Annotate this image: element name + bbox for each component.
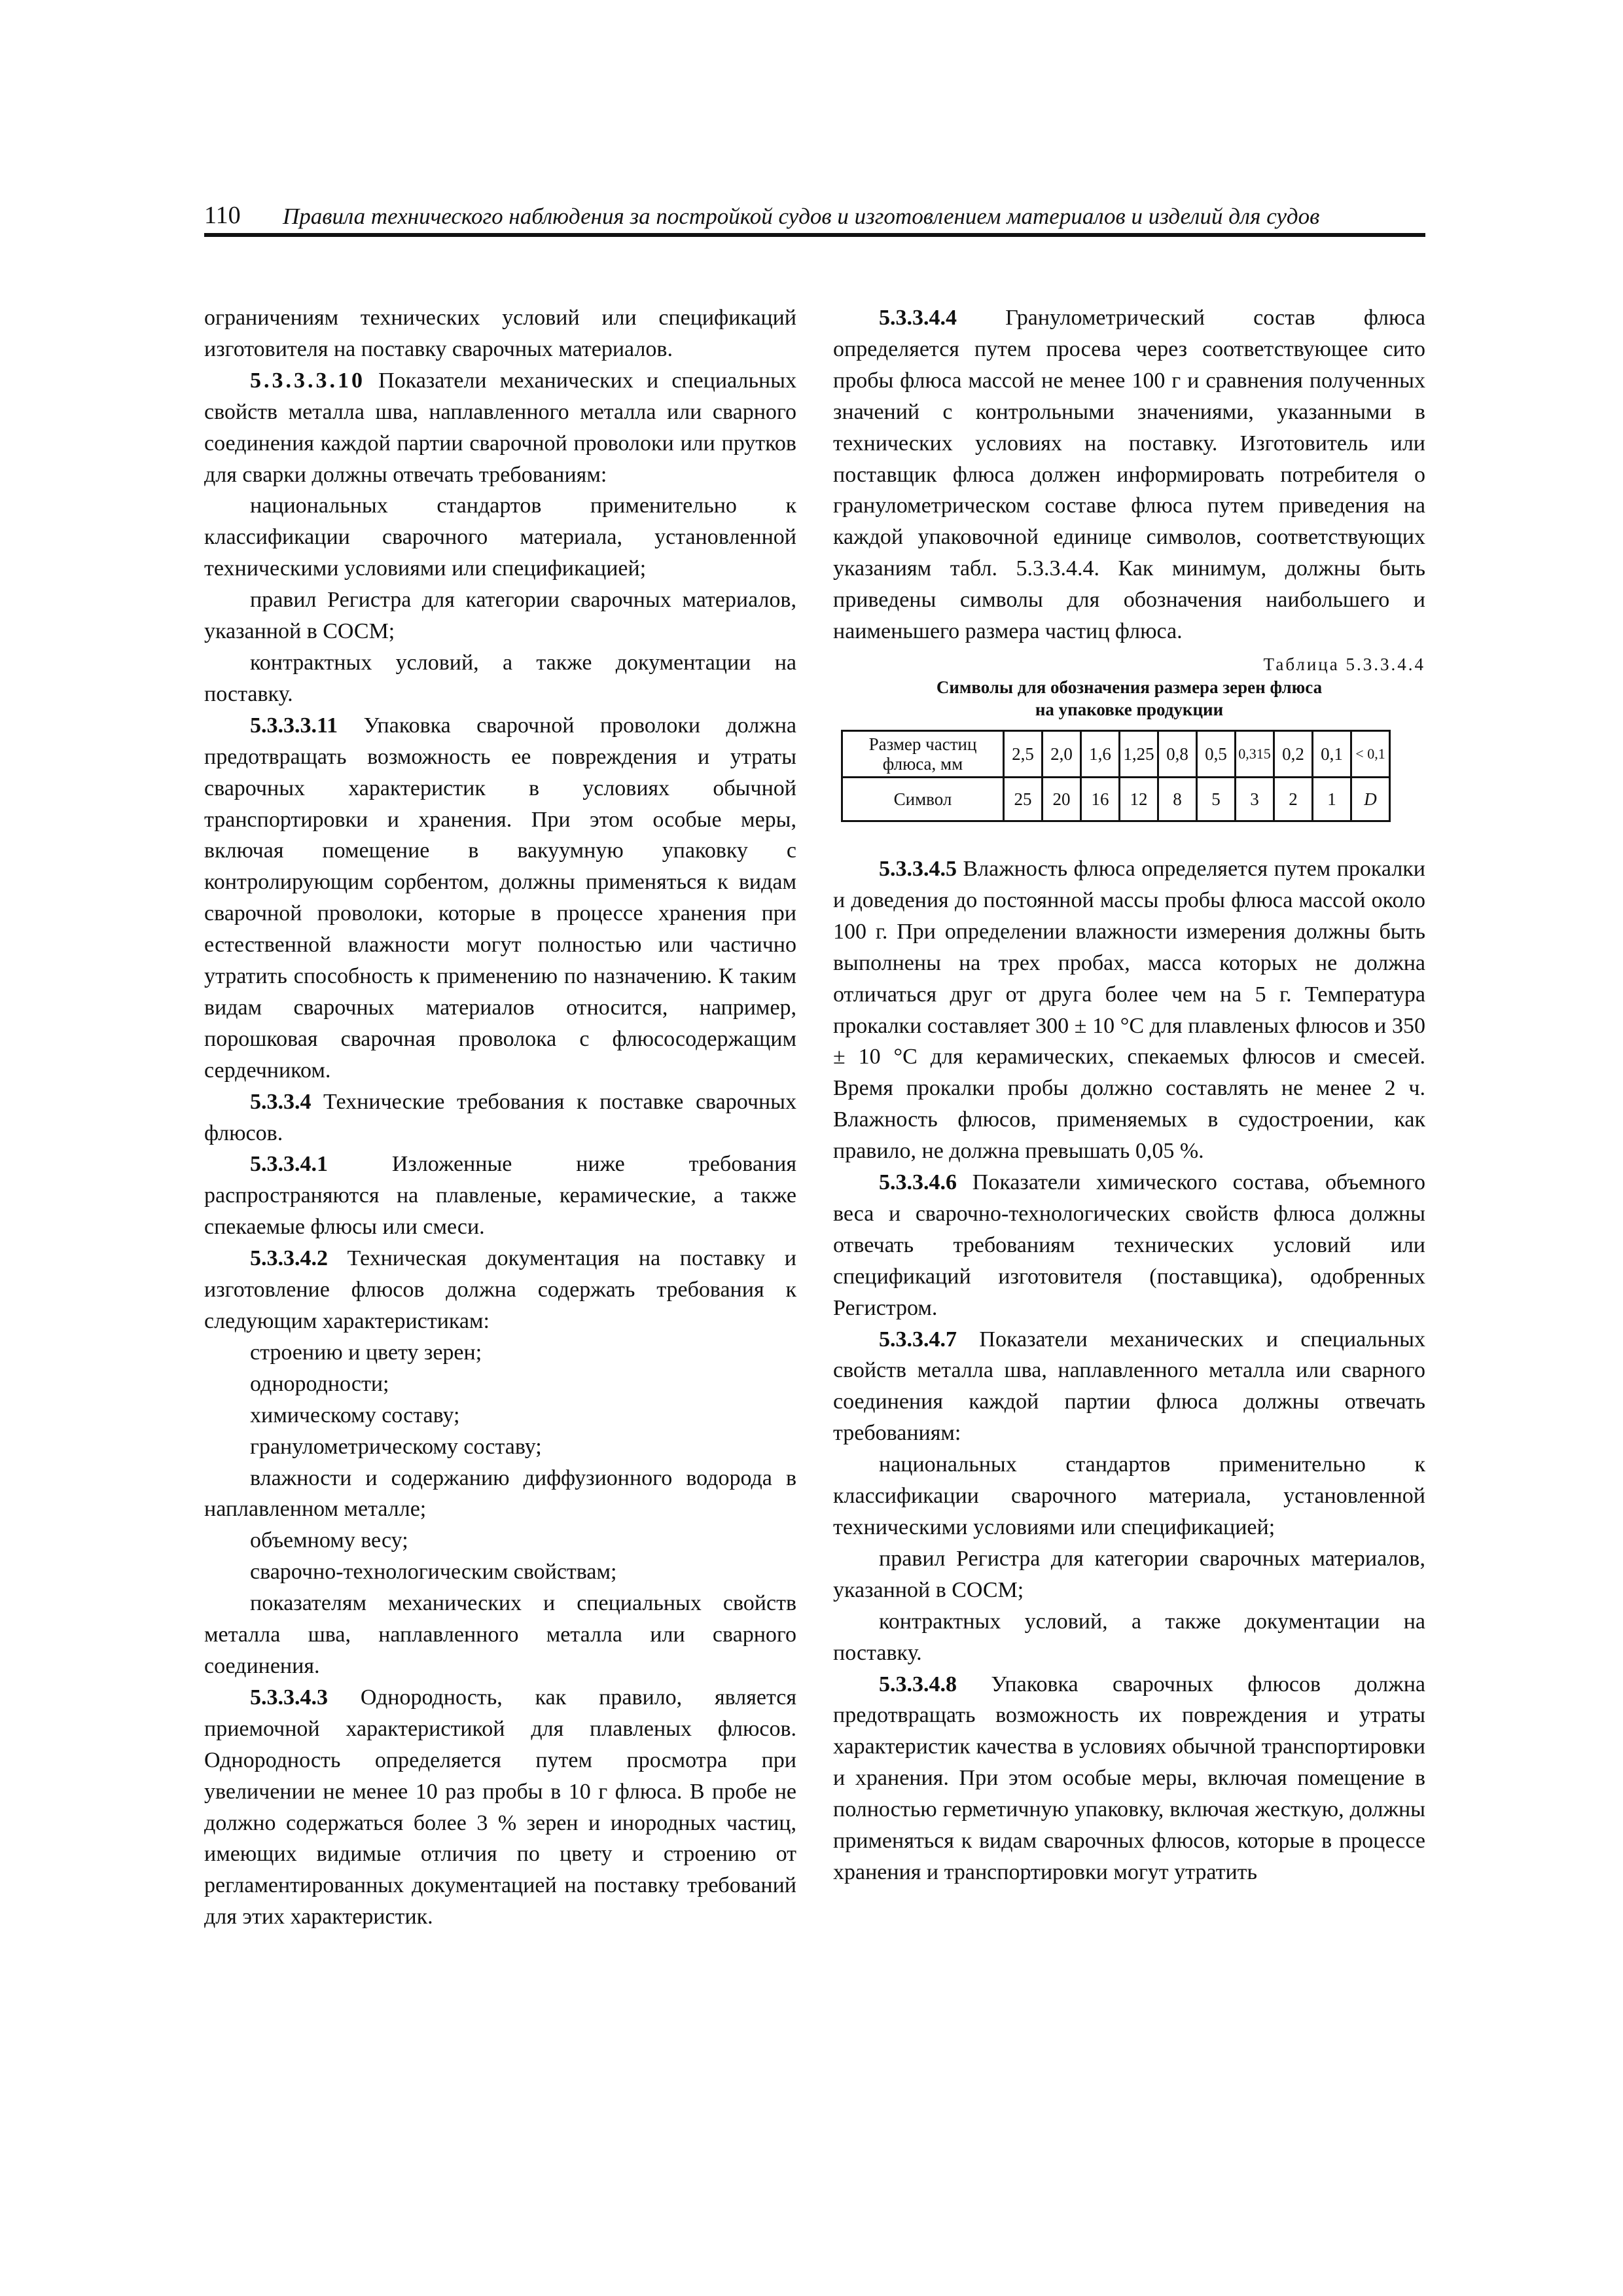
table-row xyxy=(842,730,1390,777)
paragraph: контрактных условий, а также документации на поставку. xyxy=(833,1609,1425,1665)
paragraph-text: Упаковка сварочных флюсов должна предотвращать возможность их повреждения и утраты характеристик качества в условиях обычной транспортировки и хранения. При этом особые меры, включая помещение в полностью герметичную упаковку, включая жесткую, должны применяться к видам сварочных флюсов, которые в процессе хранения и транспортировки могут утратить xyxy=(833,1672,1425,1884)
paragraph xyxy=(204,1149,796,1243)
table-cell: 0,1 xyxy=(1313,730,1351,777)
section-number: 5.3.3.4.4 xyxy=(879,306,957,330)
paragraph-text: Влажность флюса определяется путем прокалки и доведения до постоянной массы пробы флюса массой около 100 г. При определении влажности измерения должны быть выполнены на трех пробах, масса которых не должна отличаться друг от друга более чем на 5 г. Температура прокалки составляет 300 ± 10 °С для плавленых флюсов и 350 ± 10 °С для керамических, спекаемых флюсов и смесей. Время прокалки пробы должно составлять не менее 2 ч. Влажность флюсов, применяемых в судостроении, как правило, не должна превышать 0,05 %. xyxy=(833,856,1425,1164)
list-item: показателям механических и специальных свойств металла шва, наплавленного металла или сварного соединения. xyxy=(204,1591,796,1678)
table-cell: 1,25 xyxy=(1120,730,1158,777)
paragraph xyxy=(833,302,1425,647)
paragraph-text: Гранулометрический состав флюса определяется путем просева через соответствующее сито пробы флюса массой не менее 100 г и сравнения полученных значений с контрольными значениями, указанными в технических условиях на поставку. Изготовитель или поставщик флюса должен информировать потребителя о гранулометрическом составе флюса путем приведения на каждой упаковочной единице символов, соответствующих указаниям табл. 5.3.3.4.4. Как минимум, должны быть приведены символы для обозначения наибольшего и наименьшего размера частиц флюса. xyxy=(833,306,1425,644)
table-cell: 12 xyxy=(1120,777,1158,821)
table-cell: D xyxy=(1351,777,1390,821)
paragraph: правил Регистра для категории сварочных материалов, указанной в СОСМ; xyxy=(833,1546,1425,1602)
table-cell: 25 xyxy=(1004,777,1043,821)
paragraph xyxy=(833,1324,1425,1450)
row-header: Символ xyxy=(842,777,1004,821)
table-cell: 2,0 xyxy=(1043,730,1081,777)
table-title: Символы для обозначения размера зерен флюса xyxy=(936,677,1323,697)
paragraph-text: Однородность, как правило, является приемочной характеристикой для плавленых флюсов. Однородность определяется путем просмотра при увеличении не менее 10 раз пробы в 10 г флюса. В пробе не должно содержаться более 3 % зерен и инородных частиц, имеющих видимые отличия по цвету и строению от регламентированных документацией на поставку требований для этих характеристик. xyxy=(204,1685,796,1929)
paragraph: правил Регистра для категории сварочных материалов, указанной в СОСМ; xyxy=(204,588,796,644)
running-title: Правила технического наблюдения за постройкой судов и изготовлением материалов и изделий для судов xyxy=(283,204,1320,229)
paragraph xyxy=(833,1669,1425,1888)
section-number: 5.3.3.4.2 xyxy=(250,1246,328,1271)
paragraph xyxy=(833,853,1425,1167)
paragraph xyxy=(833,1167,1425,1324)
page-header xyxy=(204,196,1425,237)
left-column xyxy=(204,302,796,1933)
table-cell: 3 xyxy=(1236,777,1274,821)
table-cell: 1,6 xyxy=(1081,730,1120,777)
table-cell: 2 xyxy=(1274,777,1313,821)
paragraph xyxy=(204,710,796,1086)
section-number: 5.3.3.3.10 xyxy=(250,368,365,393)
paragraph xyxy=(204,1086,796,1149)
page-number: 110 xyxy=(204,202,241,229)
list-item: влажности и содержанию диффузионного водорода в наплавленном металле; xyxy=(204,1465,796,1522)
table-cell: 0,8 xyxy=(1158,730,1197,777)
section-number: 5.3.3.4.7 xyxy=(879,1327,957,1352)
paragraph-text: Техническая документация на поставку и изготовление флюсов должна содержать требования к следующим характеристикам: xyxy=(204,1246,796,1333)
section-number: 5.3.3.4.3 xyxy=(250,1685,328,1710)
paragraph-text: Показатели механических и специальных свойств металла шва, наплавленного металла или сварного соединения каждой партии сварочной проволоки или прутков для сварки должны отвечать требованиям: xyxy=(204,368,796,487)
paragraph-text: Показатели механических и специальных свойств металла шва, наплавленного металла или сварного соединения каждой партии флюса должны отвечать требованиям: xyxy=(833,1327,1425,1446)
paragraph xyxy=(204,365,796,491)
paragraph-text: Изложенные ниже требования распространяются на плавленые, керамические, а также спекаемые флюсы или смеси. xyxy=(204,1152,796,1240)
paragraph: национальных стандартов применительно к классификации сварочного материала, установленной техническими условиями или спецификацией; xyxy=(833,1452,1425,1539)
spacer xyxy=(833,822,1425,853)
table-cell: < 0,1 xyxy=(1351,730,1390,777)
paragraph xyxy=(204,1243,796,1337)
paragraph xyxy=(204,1682,796,1933)
list-item: сварочно-технологическим свойствам; xyxy=(250,1560,617,1585)
paragraph: контрактных условий, а также документации на поставку. xyxy=(204,650,796,706)
table-title: на упаковке продукции xyxy=(1035,699,1224,719)
list-item: химическому составу; xyxy=(250,1403,460,1427)
table-cell: 0,2 xyxy=(1274,730,1313,777)
list-item: гранулометрическому составу; xyxy=(250,1434,542,1459)
paragraph-text: Упаковка сварочной проволоки должна предотвращать возможность ее повреждения и утраты сварочных характеристик в условиях обычной транспортировки и хранения. При этом особые меры, включая помещение в вакуумную упаковку с контролирующим сорбентом, должны применяться к видам сварочной проволоки, которые в процессе хранения при естественной влажности могут полностью или частично утратить способность к применению по назначению. К таким видам сварочных материалов относится, например, порошковая сварочная проволока с флюсосодержащим сердечником. xyxy=(204,713,796,1083)
paragraph-text: Технические требования к поставке сварочных флюсов. xyxy=(204,1089,796,1145)
paragraph: ограничениям технических условий или спецификаций изготовителя на поставку сварочных материалов. xyxy=(204,306,796,361)
grain-size-table xyxy=(841,730,1391,822)
paragraph-text: Показатели химического состава, объемного веса и сварочно-технологических свойств флюса должны отвечать требованиям технических условий или спецификаций изготовителя (поставщика), одобренных Регистром. xyxy=(833,1170,1425,1320)
section-number: 5.3.3.4.6 xyxy=(879,1170,957,1195)
table-cell: 0,5 xyxy=(1197,730,1236,777)
table-cell: 16 xyxy=(1081,777,1120,821)
table-cell: 8 xyxy=(1158,777,1197,821)
table-cell: 5 xyxy=(1197,777,1236,821)
table-cell: 2,5 xyxy=(1004,730,1043,777)
table-cell: 1 xyxy=(1313,777,1351,821)
section-number: 5.3.3.4.8 xyxy=(879,1672,957,1696)
list-item: объемному весу; xyxy=(250,1528,408,1553)
table-row xyxy=(842,777,1390,821)
section-number: 5.3.3.4.5 xyxy=(879,856,957,881)
list-item: строению и цвету зерен; xyxy=(250,1340,482,1365)
section-number: 5.3.3.4.1 xyxy=(250,1152,328,1177)
paragraph: национальных стандартов применительно к классификации сварочного материала, установленной техническими условиями или спецификацией; xyxy=(204,493,796,581)
section-number: 5.3.3.3.11 xyxy=(250,713,338,738)
right-column xyxy=(833,302,1425,1888)
table-caption: Таблица 5.3.3.4.4 xyxy=(1263,654,1425,674)
row-header: Размер частиц флюса, мм xyxy=(842,730,1004,777)
table-cell: 20 xyxy=(1043,777,1081,821)
section-number: 5.3.3.4 xyxy=(250,1089,312,1114)
table-cell: 0,315 xyxy=(1236,730,1274,777)
list-item: однородности; xyxy=(250,1371,389,1396)
